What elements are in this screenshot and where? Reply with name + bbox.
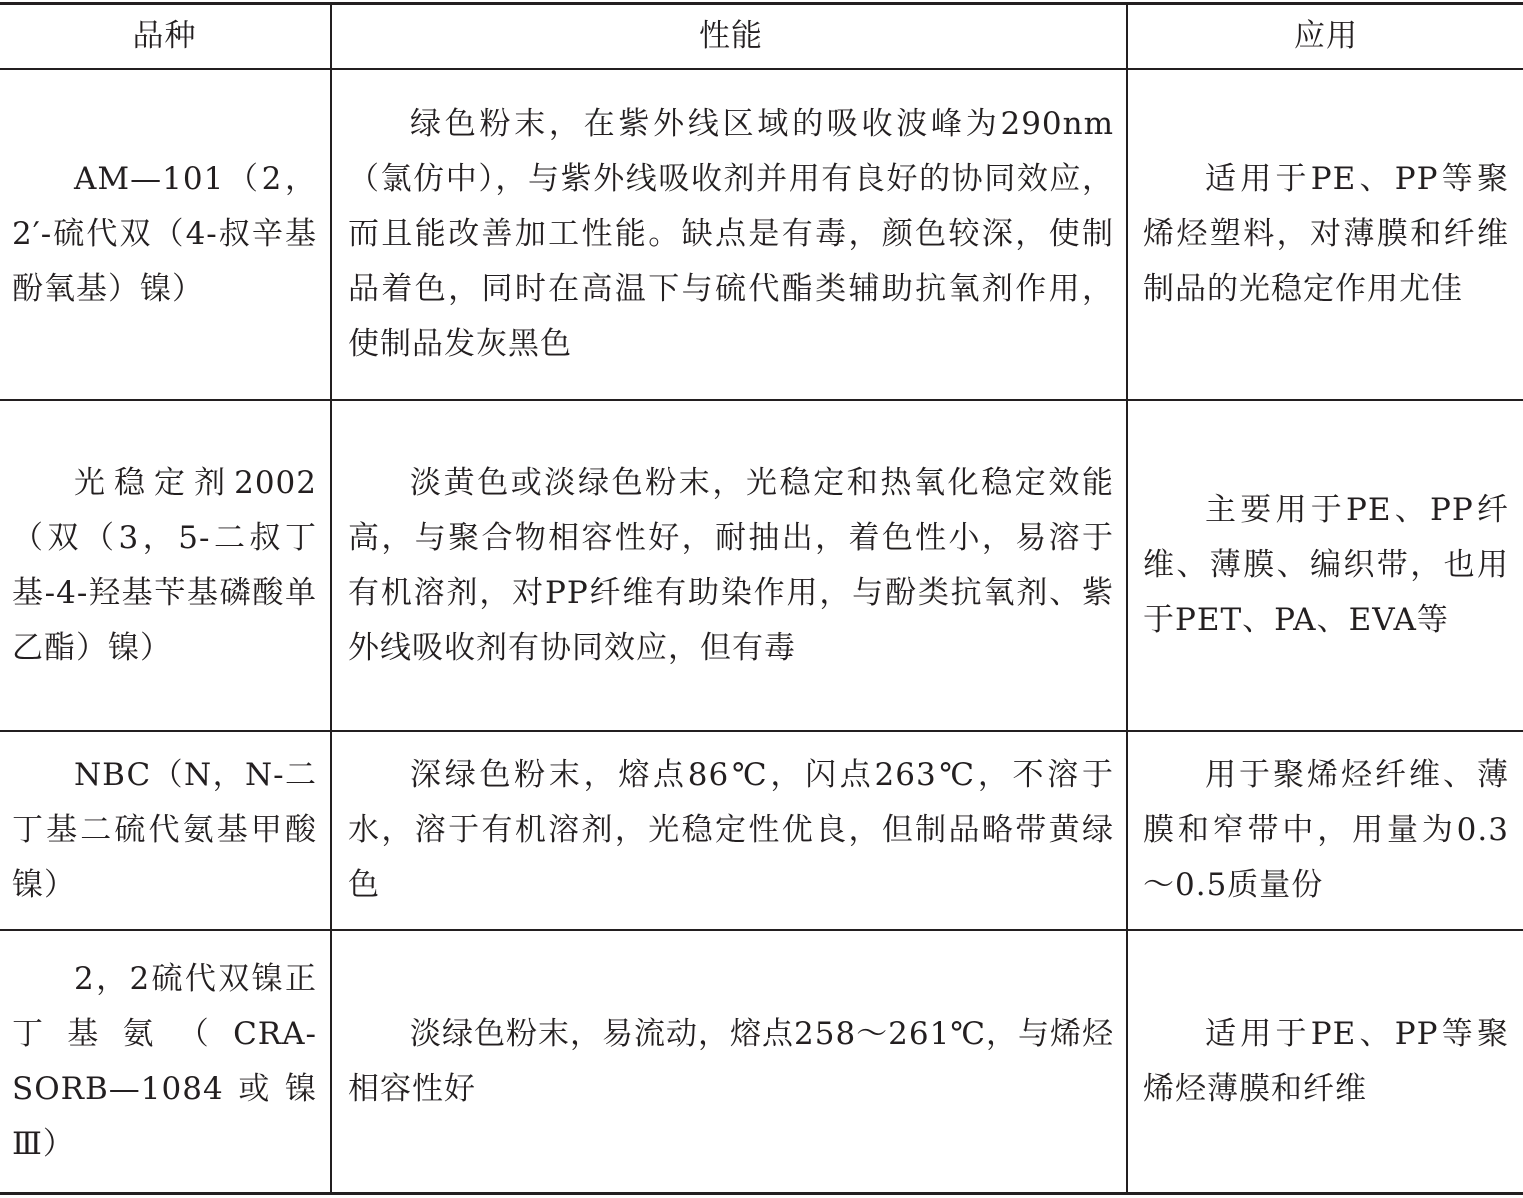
- header-performance-label: 性能: [699, 18, 763, 54]
- application-text: 适用于PE、PP等聚烯烃塑料，对薄膜和纤维制品的光稳定作用尤佳: [1143, 161, 1509, 307]
- variety-text: 2，2硫代双镍正丁基氨（CRA-SORB—1084或镍Ⅲ）: [12, 960, 317, 1162]
- header-performance: [348, 5, 1114, 68]
- table-row-1-variety: [12, 70, 317, 399]
- table-row-3-performance: [348, 732, 1114, 929]
- application-text: 适用于PE、PP等聚烯烃薄膜和纤维: [1143, 1015, 1509, 1107]
- variety-text: NBC（N，N-二丁基二硫代氨基甲酸镍）: [12, 757, 317, 903]
- table-row-4-application: [1143, 931, 1509, 1192]
- header-variety: [12, 5, 317, 68]
- table-row-3-application: [1143, 732, 1509, 929]
- table-bottom-rule: [0, 1192, 1523, 1195]
- header-variety-label: 品种: [132, 18, 197, 54]
- variety-text: AM—101（2，2′-硫代双（4-叔辛基酚氧基）镍）: [12, 161, 317, 307]
- performance-text: 深绿色粉末，熔点86℃，闪点263℃，不溶于水，溶于有机溶剂，光稳定性优良，但制品略带黄绿色: [348, 757, 1114, 903]
- header-application: [1143, 5, 1509, 68]
- table-row-4-performance: [348, 931, 1114, 1192]
- performance-text: 绿色粉末，在紫外线区域的吸收波峰为290nm（氯仿中），与紫外线吸收剂并用有良好的协同效应，而且能改善加工性能。缺点是有毒，颜色较深，使制品着色，同时在高温下与硫代酯类辅助抗氧剂作用，使制品发灰黑色: [348, 106, 1114, 362]
- variety-text: 光稳定剂2002（双（3，5-二叔丁基-4-羟基苄基磷酸单乙酯）镍）: [12, 464, 317, 666]
- column-divider: [1126, 2, 1128, 1195]
- table-row-2-application: [1143, 401, 1509, 730]
- performance-text: 淡绿色粉末，易流动，熔点258～261℃，与烯烃相容性好: [348, 1015, 1115, 1107]
- header-application-label: 应用: [1294, 18, 1358, 54]
- table-row-3-variety: [12, 732, 317, 929]
- performance-text: 淡黄色或淡绿色粉末，光稳定和热氧化稳定效能高，与聚合物相容性好，耐抽出，着色性小，易溶于有机溶剂，对PP纤维有助染作用，与酚类抗氧剂、紫外线吸收剂有协同效应，但有毒: [348, 464, 1114, 666]
- application-text: 用于聚烯烃纤维、薄膜和窄带中，用量为0.3～0.5质量份: [1143, 757, 1509, 903]
- column-divider: [330, 2, 332, 1195]
- application-text: 主要用于PE、PP纤维、薄膜、编织带，也用于PET、PA、EVA等: [1143, 492, 1509, 638]
- table-row-2-variety: [12, 401, 317, 730]
- table-row-1-performance: [348, 70, 1114, 399]
- table-row-1-application: [1143, 70, 1509, 399]
- table-row-2-performance: [348, 401, 1114, 730]
- table-row-4-variety: [12, 931, 317, 1192]
